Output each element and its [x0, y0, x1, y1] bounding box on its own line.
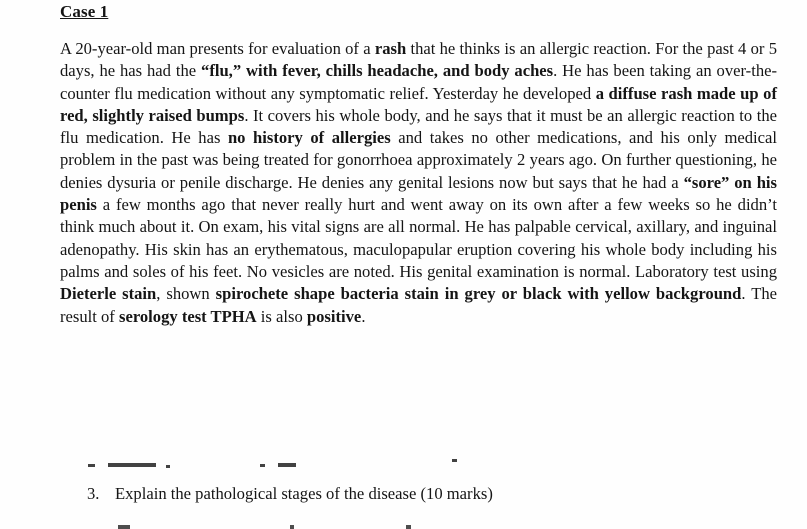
case-text: , shown — [156, 284, 216, 304]
case-text: that he thinks is an allergic reaction. For the past 4 or 5 days, he has had the — [60, 39, 778, 81]
bold-flu-symptoms: “flu,” with fever, chills headache, and body aches — [201, 61, 554, 81]
question-text: Explain the pathological stages of the disease (10 marks) — [115, 484, 493, 503]
question-item — [87, 484, 493, 504]
case-text: A 20-year-old man presents for evaluation of a — [60, 39, 375, 58]
question-number: 3. — [87, 484, 100, 503]
case-title: Case 1 — [60, 2, 109, 21]
case-text: a few months ago that never really hurt and went away on its own after a few weeks so he didn’t think much about it. On exam, his vital signs are all normal. He has palpable cervical, axillary, and inguinal adenopathy. His skin has an erythematous, maculopapular eruption covering his whole body including his palms and soles of his feet. No vesicles are noted. His genital examination is normal. Laboratory test using — [60, 195, 777, 281]
bold-diffuse-rash: a diffuse rash made up of red, slightly raised bumps — [60, 83, 778, 125]
case-text: . The result of — [60, 284, 777, 326]
case-text: and takes no other medications, and his only medical problem in the past was being treated for gonorrhoea approximately 2 years ago. On further questioning, he denies dysuria or penile discharge. He denies any genital lesions now but says that he had a — [60, 128, 777, 192]
bold-sore-penis: “sore” on his penis — [60, 172, 777, 215]
bold-positive: positive — [306, 306, 362, 326]
bold-no-allergies: no history of allergies — [227, 128, 391, 148]
bold-spirochete: spirochete shape bacteria stain in grey or black with yellow background — [215, 284, 742, 304]
bold-rash: rash — [374, 39, 407, 58]
case-text: . He has been taking an over-the-counter flu medication without any symptomatic relief. Yesterday he developed — [60, 61, 778, 103]
case-text: is also — [256, 306, 307, 326]
case-text: . — [361, 306, 366, 326]
bold-serology-test: serology test TPHA — [119, 306, 257, 326]
bold-dieterle-stain: Dieterle stain — [60, 284, 157, 304]
cropped-text-fragment — [118, 520, 428, 529]
cropped-text-fragment — [88, 458, 468, 468]
case-text: . It covers his whole body, and he says that it must be an allergic reaction to the flu medication. He has — [60, 105, 777, 148]
case-description — [60, 38, 777, 328]
